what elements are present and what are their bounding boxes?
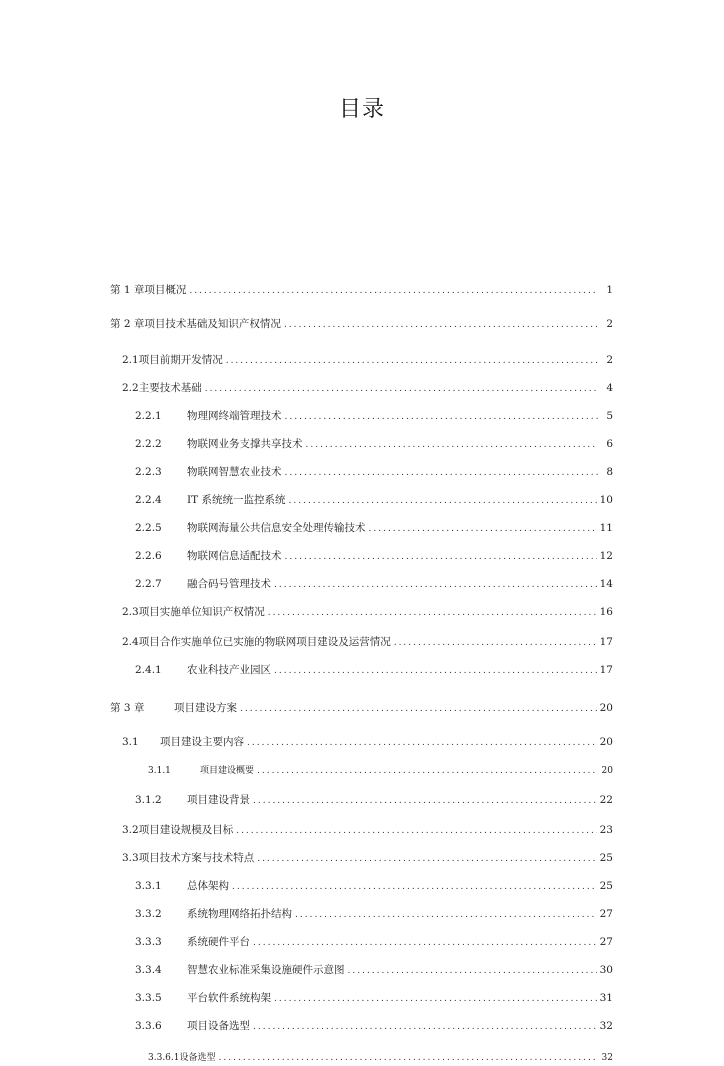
- toc-leader: [289, 493, 597, 509]
- toc-page: 30: [599, 964, 613, 976]
- toc-entry[interactable]: [122, 822, 613, 838]
- toc-number: 3.1: [122, 736, 139, 748]
- toc-title: 项目建设主要内容: [160, 736, 244, 748]
- toc-page: 6: [606, 438, 613, 450]
- toc-entry[interactable]: [148, 1050, 613, 1066]
- toc-title: 项目实施单位知识产权情况: [138, 606, 265, 618]
- toc-page: 22: [599, 794, 613, 806]
- toc-leader: [369, 521, 597, 537]
- toc-title: 项目建设规模及目标: [138, 824, 234, 836]
- toc-number: 2.2.3: [135, 466, 162, 478]
- toc-page: 25: [599, 852, 613, 864]
- toc-title: 物联网业务支撑共享技术: [187, 438, 303, 450]
- toc-title: 项目技术方案与技术特点: [138, 852, 255, 864]
- toc-entry[interactable]: [135, 792, 613, 808]
- page-title: 目录: [338, 97, 385, 122]
- toc-leader: [253, 1019, 597, 1035]
- toc-leader: [240, 701, 597, 717]
- toc-leader: [253, 793, 597, 809]
- toc-entry[interactable]: [135, 576, 613, 592]
- toc-number: 2.2.2: [135, 438, 162, 450]
- toc-entry[interactable]: [122, 380, 613, 396]
- toc-page: 17: [599, 664, 613, 676]
- toc-title: 主要技术基础: [138, 382, 202, 394]
- toc-entry[interactable]: [135, 436, 613, 452]
- toc-page: 10: [599, 494, 613, 506]
- toc-page: 16: [599, 606, 613, 618]
- toc-title: 物联网智慧农业技术: [187, 466, 282, 478]
- toc-leader: [285, 465, 599, 481]
- toc-entry[interactable]: [122, 850, 613, 866]
- toc-title: 农业科技产业园区: [187, 664, 271, 676]
- toc-number: 第 3 章: [110, 702, 145, 714]
- toc-number: 3.1.1: [148, 766, 171, 776]
- toc-number: 3.3.1: [135, 880, 162, 892]
- toc-leader: [257, 763, 598, 779]
- toc-page: 12: [599, 550, 613, 562]
- toc-title: 总体架构: [187, 880, 229, 892]
- toc-page: 2: [606, 318, 613, 330]
- toc-leader: [295, 907, 597, 923]
- toc-number: 3.1.2: [135, 794, 162, 806]
- toc-number: 2.2.1: [135, 410, 162, 422]
- toc-page: 27: [599, 908, 613, 920]
- toc-leader: [348, 963, 597, 979]
- toc-page: 14: [599, 578, 613, 590]
- toc-title: 项目设备选型: [187, 1020, 250, 1032]
- toc-leader: [274, 991, 597, 1007]
- toc-number: 2.1: [122, 354, 139, 366]
- toc-title: 项目建设背景: [187, 794, 250, 806]
- toc-page: 17: [599, 636, 613, 648]
- toc-page: 8: [606, 466, 613, 478]
- toc-entry[interactable]: [135, 1018, 613, 1034]
- toc-entry[interactable]: [135, 492, 613, 508]
- toc-title: 物联网海量公共信息安全处理传输技术: [187, 522, 366, 534]
- toc-number: 第 2 章: [110, 318, 145, 330]
- toc-leader: [394, 635, 597, 651]
- toc-entry[interactable]: [110, 282, 613, 298]
- toc-number: 3.3: [122, 852, 139, 864]
- toc-entry[interactable]: [135, 520, 613, 536]
- toc-page: 5: [606, 410, 613, 422]
- toc-title: IT 系统统一监控系统: [187, 494, 286, 506]
- toc-leader: [285, 549, 597, 565]
- toc-title: 项目合作实施单位已实施的物联网项目建设及运营情况: [138, 636, 391, 648]
- toc-number: 第 1 章: [110, 284, 145, 296]
- toc-leader: [253, 935, 597, 951]
- toc-title: 物联网信息适配技术: [187, 550, 282, 562]
- toc-leader: [306, 437, 599, 453]
- toc-entry[interactable]: [135, 464, 613, 480]
- toc-entry[interactable]: [110, 700, 613, 716]
- toc-page: 25: [599, 880, 613, 892]
- toc-entry[interactable]: [122, 604, 613, 620]
- toc-leader: [285, 409, 599, 425]
- toc-entry[interactable]: [135, 548, 613, 564]
- toc-title: 融合码号管理技术: [187, 578, 271, 590]
- toc-number: 2.4.1: [135, 664, 162, 676]
- toc-number: 3.3.2: [135, 908, 162, 920]
- toc-page: 2: [606, 354, 613, 366]
- toc-leader: [274, 577, 597, 593]
- toc-title: 系统物理网络拓扑结构: [187, 908, 292, 920]
- toc-entry[interactable]: [135, 878, 613, 894]
- toc-leader: [274, 663, 597, 679]
- toc-title: 设备选型: [179, 1053, 216, 1063]
- toc-title: 项目概况: [144, 284, 187, 296]
- toc-page: 4: [606, 382, 613, 394]
- toc-title: 项目技术基础及知识产权情况: [144, 318, 281, 330]
- toc-title: 系统硬件平台: [187, 936, 250, 948]
- toc-page: 32: [599, 1020, 613, 1032]
- toc-entry[interactable]: [122, 352, 613, 368]
- toc-page: 32: [601, 1053, 613, 1063]
- toc-page: 20: [599, 702, 613, 714]
- toc-title: 项目前期开发情况: [138, 354, 223, 366]
- toc-page: 23: [599, 824, 613, 836]
- toc-number: 2.2: [122, 382, 139, 394]
- toc-entry[interactable]: [135, 662, 613, 678]
- toc-number: 3.3.3: [135, 936, 162, 948]
- toc-page: 1: [606, 284, 613, 296]
- toc-title: 物理网终端管理技术: [187, 410, 282, 422]
- toc-entry[interactable]: [122, 634, 613, 650]
- toc-page: 31: [599, 992, 613, 1004]
- toc-page: 20: [599, 736, 613, 748]
- toc-number: 2.4: [122, 636, 139, 648]
- toc-number: 3.2: [122, 824, 139, 836]
- toc-page: 11: [599, 522, 613, 534]
- toc-entry[interactable]: [122, 734, 613, 750]
- toc-entry[interactable]: [110, 316, 613, 332]
- toc-leader: [226, 353, 598, 369]
- toc-entry[interactable]: [135, 934, 613, 950]
- toc-page: 27: [599, 936, 613, 948]
- toc-leader: [268, 605, 597, 621]
- toc-leader: [284, 317, 598, 333]
- toc-number: 3.3.4: [135, 964, 162, 976]
- toc-number: 3.3.5: [135, 992, 162, 1004]
- toc-title: 项目建设概要: [200, 766, 255, 776]
- toc-leader: [205, 381, 598, 397]
- toc-entry[interactable]: [148, 763, 613, 779]
- toc-leader: [236, 823, 596, 839]
- toc-leader: [257, 851, 596, 867]
- toc-number: 2.2.6: [135, 550, 162, 562]
- toc-title: 项目建设方案: [174, 702, 237, 714]
- toc-number: 2.2.7: [135, 578, 162, 590]
- toc-leader: [232, 879, 597, 895]
- toc-number: 2.3: [122, 606, 139, 618]
- toc-title: 智慧农业标准采集设施硬件示意图: [187, 964, 345, 976]
- toc-title: 平台软件系统构架: [187, 992, 271, 1004]
- toc-leader: [219, 1050, 598, 1066]
- toc-leader: [189, 283, 598, 299]
- toc-number: 3.3.6.1: [148, 1053, 180, 1063]
- toc-page: 20: [601, 766, 613, 776]
- toc-entry[interactable]: [135, 962, 613, 978]
- toc-entry[interactable]: [135, 906, 613, 922]
- toc-number: 2.2.5: [135, 522, 162, 534]
- toc-number: 3.3.6: [135, 1020, 162, 1032]
- toc-entry[interactable]: [135, 408, 613, 424]
- toc-entry[interactable]: [135, 990, 613, 1006]
- toc-leader: [247, 735, 597, 751]
- toc-number: 2.2.4: [135, 494, 162, 506]
